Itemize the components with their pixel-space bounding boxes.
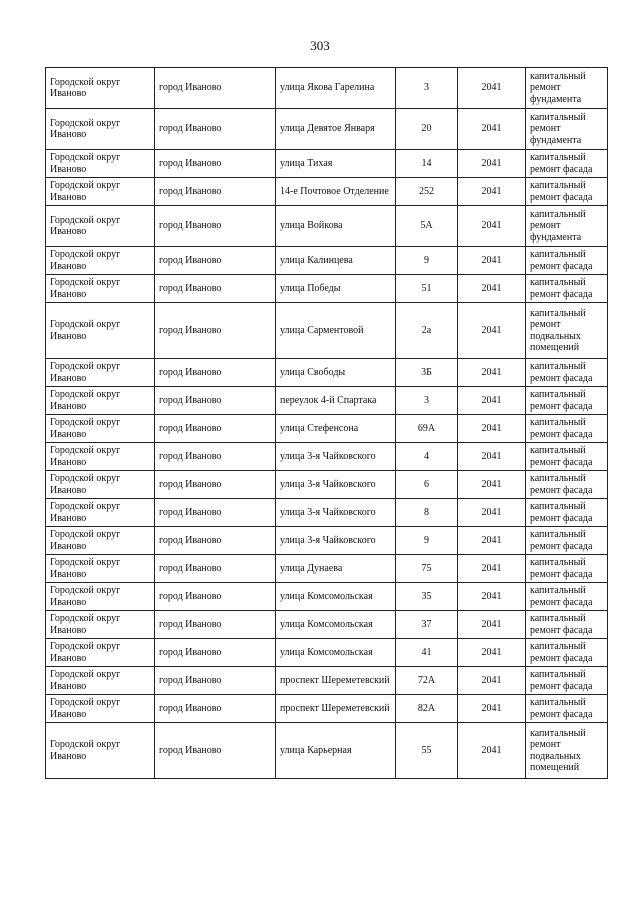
city-cell: город Иваново: [155, 275, 276, 303]
year-cell: 2041: [458, 471, 526, 499]
table-row: [46, 275, 608, 303]
district-cell: Городской округ Иваново: [46, 611, 155, 639]
street-cell: улица Комсомольская: [276, 583, 396, 611]
year-cell: 2041: [458, 723, 526, 779]
table-row: [46, 109, 608, 150]
city-cell: город Иваново: [155, 723, 276, 779]
year-cell: 2041: [458, 583, 526, 611]
work-type-cell: капитальный ремонт фундамента: [526, 206, 608, 247]
city-cell: город Иваново: [155, 150, 276, 178]
city-cell: город Иваново: [155, 695, 276, 723]
year-cell: 2041: [458, 206, 526, 247]
district-cell: Городской округ Иваново: [46, 68, 155, 109]
house-number-cell: 252: [396, 178, 458, 206]
street-cell: улица Калинцева: [276, 247, 396, 275]
house-number-cell: 3Б: [396, 359, 458, 387]
house-number-cell: 35: [396, 583, 458, 611]
work-type-cell: капитальный ремонт фасада: [526, 471, 608, 499]
house-number-cell: 14: [396, 150, 458, 178]
street-cell: улица 3-я Чайковского: [276, 499, 396, 527]
city-cell: город Иваново: [155, 247, 276, 275]
year-cell: 2041: [458, 359, 526, 387]
table-row: [46, 247, 608, 275]
table-row: [46, 150, 608, 178]
house-number-cell: 69А: [396, 415, 458, 443]
year-cell: 2041: [458, 415, 526, 443]
work-type-cell: капитальный ремонт фасада: [526, 667, 608, 695]
year-cell: 2041: [458, 387, 526, 415]
work-type-cell: капитальный ремонт фасада: [526, 415, 608, 443]
table-row: [46, 555, 608, 583]
street-cell: улица Войкова: [276, 206, 396, 247]
district-cell: Городской округ Иваново: [46, 247, 155, 275]
street-cell: улица Карьерная: [276, 723, 396, 779]
street-cell: улица 3-я Чайковского: [276, 471, 396, 499]
city-cell: город Иваново: [155, 443, 276, 471]
district-cell: Городской округ Иваново: [46, 415, 155, 443]
city-cell: город Иваново: [155, 611, 276, 639]
year-cell: 2041: [458, 303, 526, 359]
house-number-cell: 5А: [396, 206, 458, 247]
city-cell: город Иваново: [155, 359, 276, 387]
table-row: [46, 695, 608, 723]
street-cell: улица Победы: [276, 275, 396, 303]
table-row: [46, 639, 608, 667]
table-row: [46, 499, 608, 527]
city-cell: город Иваново: [155, 639, 276, 667]
city-cell: город Иваново: [155, 68, 276, 109]
house-number-cell: 3: [396, 68, 458, 109]
year-cell: 2041: [458, 611, 526, 639]
district-cell: Городской округ Иваново: [46, 303, 155, 359]
house-number-cell: 75: [396, 555, 458, 583]
district-cell: Городской округ Иваново: [46, 443, 155, 471]
street-cell: улица 3-я Чайковского: [276, 527, 396, 555]
district-cell: Городской округ Иваново: [46, 723, 155, 779]
table-row: [46, 611, 608, 639]
year-cell: 2041: [458, 247, 526, 275]
street-cell: улица Дунаева: [276, 555, 396, 583]
work-type-cell: капитальный ремонт фасада: [526, 527, 608, 555]
table-row: [46, 387, 608, 415]
house-number-cell: 9: [396, 527, 458, 555]
city-cell: город Иваново: [155, 471, 276, 499]
district-cell: Городской округ Иваново: [46, 178, 155, 206]
work-type-cell: капитальный ремонт фасада: [526, 555, 608, 583]
year-cell: 2041: [458, 667, 526, 695]
district-cell: Городской округ Иваново: [46, 667, 155, 695]
year-cell: 2041: [458, 443, 526, 471]
house-number-cell: 55: [396, 723, 458, 779]
house-number-cell: 37: [396, 611, 458, 639]
house-number-cell: 3: [396, 387, 458, 415]
street-cell: 14-е Почтовое Отделение: [276, 178, 396, 206]
year-cell: 2041: [458, 527, 526, 555]
house-number-cell: 9: [396, 247, 458, 275]
city-cell: город Иваново: [155, 303, 276, 359]
street-cell: проспект Шереметевский: [276, 667, 396, 695]
table-row: [46, 527, 608, 555]
table-body: [46, 68, 608, 779]
house-number-cell: 4: [396, 443, 458, 471]
work-type-cell: капитальный ремонт фундамента: [526, 68, 608, 109]
year-cell: 2041: [458, 499, 526, 527]
district-cell: Городской округ Иваново: [46, 695, 155, 723]
table-row: [46, 359, 608, 387]
city-cell: город Иваново: [155, 583, 276, 611]
table-row: [46, 68, 608, 109]
city-cell: город Иваново: [155, 499, 276, 527]
year-cell: 2041: [458, 109, 526, 150]
street-cell: улица Комсомольская: [276, 639, 396, 667]
work-type-cell: капитальный ремонт фасада: [526, 499, 608, 527]
city-cell: город Иваново: [155, 178, 276, 206]
house-number-cell: 51: [396, 275, 458, 303]
work-type-cell: капитальный ремонт фасада: [526, 443, 608, 471]
house-number-cell: 20: [396, 109, 458, 150]
work-type-cell: капитальный ремонт фасада: [526, 695, 608, 723]
work-type-cell: капитальный ремонт фасада: [526, 247, 608, 275]
house-number-cell: 2а: [396, 303, 458, 359]
table-row: [46, 443, 608, 471]
district-cell: Городской округ Иваново: [46, 499, 155, 527]
repair-schedule-table: [45, 67, 608, 779]
table-row: [46, 206, 608, 247]
district-cell: Городской округ Иваново: [46, 206, 155, 247]
city-cell: город Иваново: [155, 206, 276, 247]
year-cell: 2041: [458, 639, 526, 667]
street-cell: улица Комсомольская: [276, 611, 396, 639]
street-cell: улица 3-я Чайковского: [276, 443, 396, 471]
table-row: [46, 667, 608, 695]
district-cell: Городской округ Иваново: [46, 583, 155, 611]
year-cell: 2041: [458, 150, 526, 178]
house-number-cell: 8: [396, 499, 458, 527]
page-number: 303: [310, 38, 330, 53]
city-cell: город Иваново: [155, 387, 276, 415]
street-cell: улица Тихая: [276, 150, 396, 178]
street-cell: улица Свободы: [276, 359, 396, 387]
table-row: [46, 415, 608, 443]
year-cell: 2041: [458, 68, 526, 109]
street-cell: улица Девятое Января: [276, 109, 396, 150]
district-cell: Городской округ Иваново: [46, 359, 155, 387]
city-cell: город Иваново: [155, 109, 276, 150]
district-cell: Городской округ Иваново: [46, 275, 155, 303]
street-cell: улица Стефенсона: [276, 415, 396, 443]
house-number-cell: 6: [396, 471, 458, 499]
street-cell: проспект Шереметевский: [276, 695, 396, 723]
house-number-cell: 82А: [396, 695, 458, 723]
district-cell: Городской округ Иваново: [46, 150, 155, 178]
house-number-cell: 41: [396, 639, 458, 667]
work-type-cell: капитальный ремонт фасада: [526, 275, 608, 303]
table-row: [46, 583, 608, 611]
city-cell: город Иваново: [155, 527, 276, 555]
work-type-cell: капитальный ремонт фасада: [526, 178, 608, 206]
street-cell: переулок 4-й Спартака: [276, 387, 396, 415]
work-type-cell: капитальный ремонт фасада: [526, 611, 608, 639]
table-row: [46, 471, 608, 499]
year-cell: 2041: [458, 555, 526, 583]
year-cell: 2041: [458, 695, 526, 723]
street-cell: улица Якова Гарелина: [276, 68, 396, 109]
table-row: [46, 178, 608, 206]
work-type-cell: капитальный ремонт фасада: [526, 387, 608, 415]
district-cell: Городской округ Иваново: [46, 471, 155, 499]
work-type-cell: капитальный ремонт фасада: [526, 583, 608, 611]
district-cell: Городской округ Иваново: [46, 109, 155, 150]
street-cell: улица Сарментовой: [276, 303, 396, 359]
city-cell: город Иваново: [155, 667, 276, 695]
district-cell: Городской округ Иваново: [46, 639, 155, 667]
district-cell: Городской округ Иваново: [46, 555, 155, 583]
work-type-cell: капитальный ремонт подвальных помещений: [526, 723, 608, 779]
work-type-cell: капитальный ремонт фасада: [526, 150, 608, 178]
work-type-cell: капитальный ремонт подвальных помещений: [526, 303, 608, 359]
city-cell: город Иваново: [155, 415, 276, 443]
district-cell: Городской округ Иваново: [46, 387, 155, 415]
year-cell: 2041: [458, 275, 526, 303]
table-row: [46, 303, 608, 359]
table-row: [46, 723, 608, 779]
work-type-cell: капитальный ремонт фундамента: [526, 109, 608, 150]
work-type-cell: капитальный ремонт фасада: [526, 639, 608, 667]
district-cell: Городской округ Иваново: [46, 527, 155, 555]
year-cell: 2041: [458, 178, 526, 206]
work-type-cell: капитальный ремонт фасада: [526, 359, 608, 387]
city-cell: город Иваново: [155, 555, 276, 583]
house-number-cell: 72А: [396, 667, 458, 695]
